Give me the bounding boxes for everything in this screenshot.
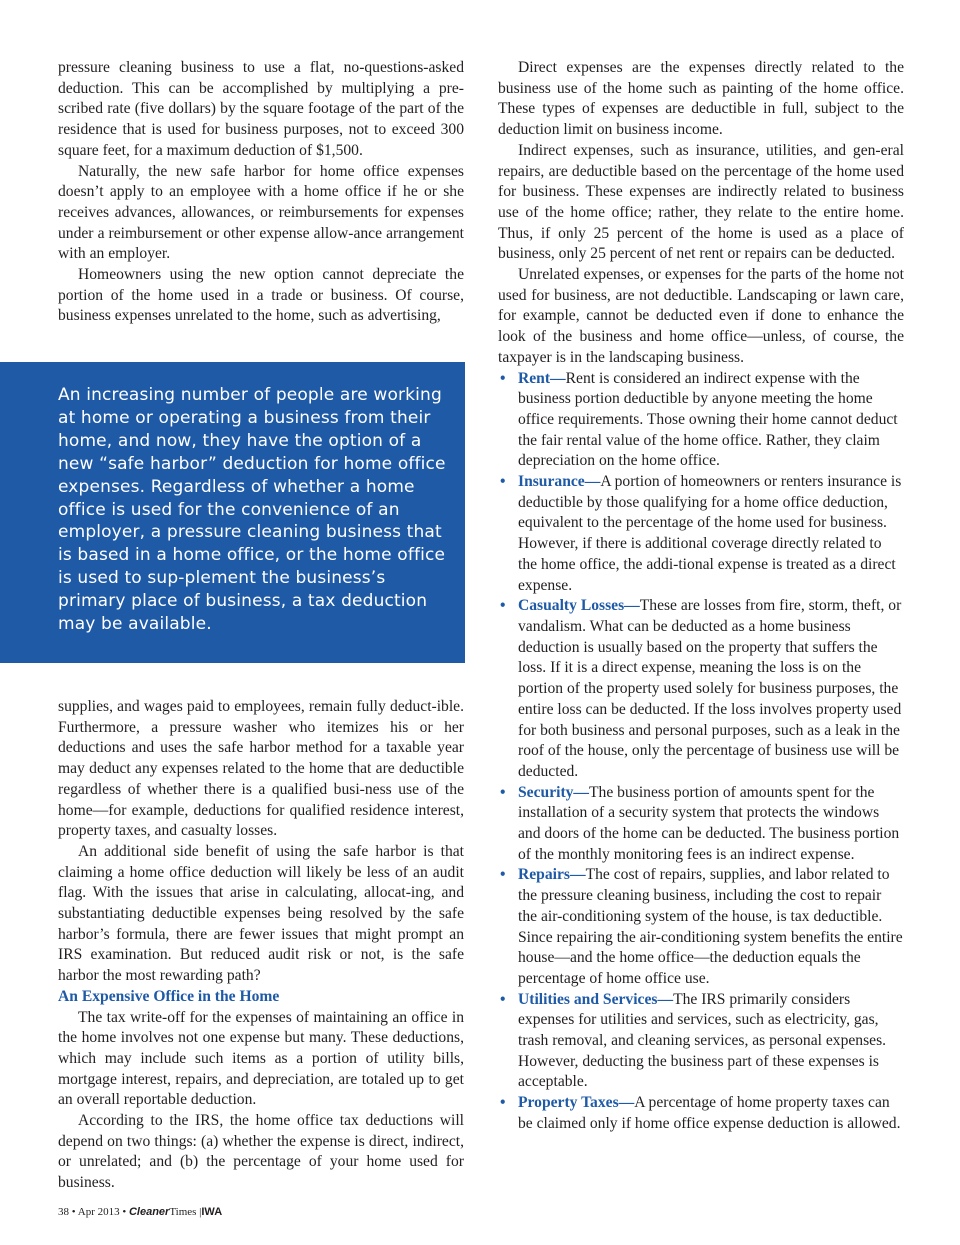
bullet-item-property-taxes bbox=[498, 1093, 904, 1134]
magazine-logo: Cleaner bbox=[128, 1206, 170, 1218]
paragraph: supplies, and wages paid to employees, remain fully deduct-ible. Furthermore, a pressure washer who itemizes his or her deductions and uses the safe harbor method for a taxable year may deduct any expenses related to the home that are deductible regardless of whether there is a qualified busi-ness use of the home—for example, deductions for qualified residence interest, property taxes, and casualty losses. bbox=[58, 698, 464, 840]
bullet-term: Property Taxes— bbox=[518, 1094, 635, 1112]
bullet-text: The IRS primarily considers expenses for utilities and services, such as electricity, gas, trash removal, and cleaning services, as personal expenses. However, deducting the business part of these expenses is acceptable. bbox=[518, 990, 887, 1091]
bullet-item-security bbox=[498, 783, 904, 866]
bullet-term: Security— bbox=[518, 783, 590, 801]
section-heading: An Expensive Office in the Home bbox=[58, 987, 280, 1005]
paragraph: pressure cleaning business to use a flat, no-questions-asked deduction. This can be accomplished by multiplying a pre-scribed rate (five dollars) by the square footage of the part of the residence that is used for business purposes, not to exceed 300 square feet, for a maximum deduction of $1,500. bbox=[58, 59, 464, 159]
bullet-term: Utilities and Services— bbox=[518, 990, 674, 1008]
bullet-item-utilities bbox=[498, 990, 904, 1094]
bullet-text: A portion of homeowners or renters insurance is deductible by those qualifying for a home office deduction, equivalent to the percentage of the home used for business. However, if there is additional coverage directly related to the home office, the addi-tional expense is treated as a direct expense. bbox=[518, 473, 902, 594]
paragraph: According to the IRS, the home office tax deductions will depend on two things: (a) whether the expense is direct, indirect, or unrelated; and (b) the percentage of your home used for business. bbox=[58, 1112, 464, 1192]
bullet-text: These are losses from fire, storm, theft, or vandalism. What can be deducted as a home business deduction is usually based on the property that suffers the loss. If it is a direct expense, meaning the loss is on the portion of the property used solely for business purposes, the entire loss can be deducted. If the loss involves property used for both business and personal purposes, such as a leak in the roof of the house, only the percentage of business use will be deducted. bbox=[518, 597, 902, 780]
bullet-icon: • bbox=[500, 783, 506, 801]
expense-bullet-list bbox=[498, 369, 904, 1135]
callout-text: An increasing number of people are working at home or operating a business from their home, and now, they have the option of a new “safe harbor” deduction for home office expenses. Regardless of whether a home office is used for the convenience of an employer, a pressure cleaning business that is based in a home office, or the home office is used to sup-plement the business’s primary place of business, a tax deduction may be available. bbox=[58, 385, 446, 635]
paragraph: Direct expenses are the expenses directly related to the business use of the home such as painting of the home office. These types of expenses are deductible in full, subject to the deduction limit on business income. bbox=[498, 59, 904, 139]
bullet-text: Rent is considered an indirect expense with the business portion deductible by anyone meeting the home office requirements. Those owning their home cannot deduct the fair rental value of the home office. Rather, they claim depreciation on the home office. bbox=[518, 369, 898, 470]
footer-separator: | bbox=[199, 1206, 202, 1218]
org-name: IWA bbox=[201, 1206, 223, 1218]
bullet-text: The business portion of amounts spent for the installation of a security system that protects the windows and doors of the home can be deducted. The business portion of the monthly monitoring fees is an indirect expense. bbox=[518, 783, 900, 863]
bullet-term: Rent— bbox=[518, 369, 566, 387]
bullet-text: A percentage of home property taxes can be claimed only if home office expense deduction is allowed. bbox=[518, 1094, 901, 1132]
bullet-item-repairs bbox=[498, 865, 904, 989]
paragraph: Homeowners using the new option cannot depreciate the portion of the home used in a trade or business. Of course, business expenses unrelated to the home, such as advertising, bbox=[58, 266, 464, 325]
bullet-term: Casualty Losses— bbox=[518, 597, 640, 615]
paragraph: Indirect expenses, such as insurance, utilities, and gen-eral repairs, are deductible based on the percentage of the home used for business. These expenses are indirectly related to business use of the home office; rather, they relate to the entire home. Thus, if only 25 percent of the home is used as a place of business, only 25 percent of net rent or repairs can be deducted. bbox=[498, 141, 904, 263]
bullet-icon: • bbox=[500, 597, 506, 615]
left-column-bottom bbox=[58, 697, 464, 1194]
right-column bbox=[498, 58, 904, 1135]
bullet-item-rent bbox=[498, 369, 904, 473]
bullet-icon: • bbox=[500, 866, 506, 884]
page-footer bbox=[58, 1206, 222, 1218]
left-column-top bbox=[58, 58, 464, 327]
bullet-item-insurance bbox=[498, 472, 904, 596]
bullet-term: Repairs— bbox=[518, 866, 586, 884]
paragraph: An additional side benefit of using the safe harbor is that claiming a home office deduction will likely be less of an audit flag. With the issues that arise in calculating, allocat-ing, and substantiating deductible expenses being resolved by the safe harbor’s formula, there are fewer issues that might prompt an IRS examination. But reduced audit risk or not, is the safe harbor the most rewarding path? bbox=[58, 842, 464, 985]
bullet-icon: • bbox=[500, 473, 506, 491]
bullet-term: Insurance— bbox=[518, 473, 601, 491]
bullet-icon: • bbox=[500, 369, 506, 387]
bullet-text: The cost of repairs, supplies, and labor related to the pressure cleaning business, including the cost to repair the air-conditioning system of the house, is tax deductible. Since repairing the air-conditioning system benefits the entire house—and the home office—the deduction equals the percentage of home office use. bbox=[518, 866, 903, 987]
paragraph: Naturally, the new safe harbor for home office expenses doesn’t apply to an employee with a home office if he or she receives advances, allowances, or reimbursements for expenses under a reimbursement or other expense allow-ance arrangement with an employer. bbox=[58, 162, 464, 263]
paragraph: Unrelated expenses, or expenses for the parts of the home not used for business, are not deductible. Landscaping or lawn care, for example, cannot be deducted even if done to enhance the look of the business and home office—unless, of course, the taxpayer is in the landscaping business. bbox=[498, 266, 904, 366]
paragraph: The tax write-off for the expenses of maintaining an office in the home involves not one expense but many. These deductions, which may include such items as a portion of utility bills, mortgage interest, repairs, and depreciation, are totaled up to get an overall reportable deduction. bbox=[58, 1008, 464, 1109]
bullet-icon: • bbox=[500, 1094, 506, 1112]
bullet-icon: • bbox=[500, 990, 506, 1008]
magazine-logo-suffix: Times bbox=[169, 1206, 197, 1218]
page-info: 38 • Apr 2013 • bbox=[58, 1206, 127, 1218]
bullet-item-casualty-losses bbox=[498, 596, 904, 782]
